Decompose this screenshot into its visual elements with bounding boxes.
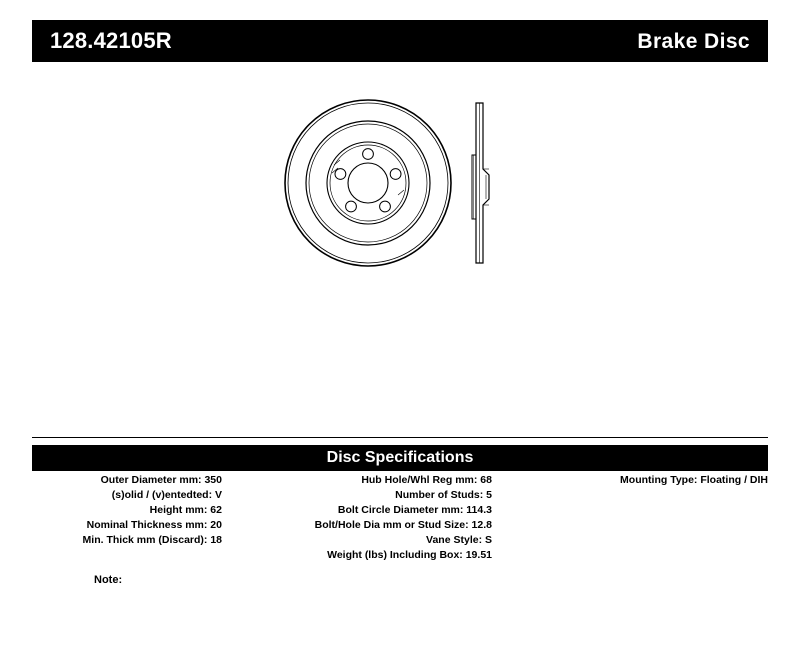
spec-row: Min. Thick mm (Discard): 18	[82, 534, 222, 546]
rotor-edge-view	[472, 103, 489, 263]
spec-row: Bolt Circle Diameter mm: 114.3	[337, 504, 492, 516]
spec-row: Number of Studs: 5	[395, 489, 492, 501]
note-label: Note:	[94, 574, 123, 586]
specs-body	[32, 473, 768, 593]
specs-column-middle	[247, 473, 492, 563]
specs-column-left	[32, 473, 222, 548]
spec-row: Hub Hole/Whl Reg mm: 68	[361, 474, 492, 486]
spec-row: Mounting Type: Floating / DIH	[620, 474, 768, 486]
specs-column-right	[512, 473, 768, 488]
spec-row: Vane Style: S	[426, 534, 492, 546]
spec-row: Outer Diameter mm: 350	[100, 474, 222, 486]
spec-row: Nominal Thickness mm: 20	[86, 519, 222, 531]
spec-row: Weight (lbs) Including Box: 19.51	[327, 549, 492, 561]
spec-row: Height mm: 62	[149, 504, 222, 516]
page-title: Brake Disc	[637, 29, 750, 53]
spec-row: Bolt/Hole Dia mm or Stud Size: 12.8	[314, 519, 492, 531]
specs-section-title: Disc Specifications	[32, 445, 768, 471]
header-bar	[32, 20, 768, 62]
rotor-face-view	[285, 100, 451, 266]
part-number: 128.42105R	[50, 28, 172, 53]
divider	[32, 437, 768, 438]
technical-drawing	[280, 95, 540, 280]
spec-row: (s)olid / (v)entedted: V	[111, 489, 222, 501]
